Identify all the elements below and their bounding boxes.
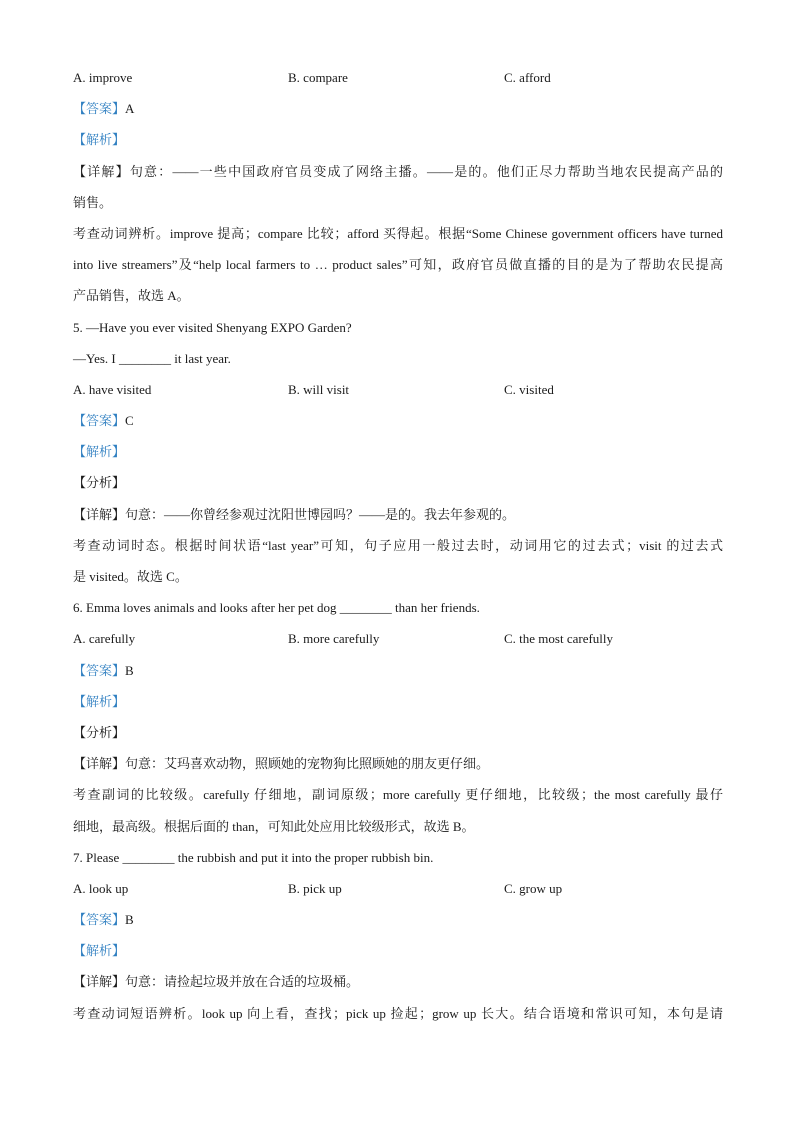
q4-detail-line2: 销售。 (73, 194, 113, 210)
q5-analysis-tag: 【解析】 (73, 444, 126, 460)
answer-tag: 【答案】 (73, 912, 126, 928)
q6-explanation-line2: 细地，最高级。根据后面的 than，可知此处应用比较级形式，故选 B。 (73, 818, 475, 834)
q4-explanation-line1: 考查动词辨析。improve 提高；compare 比较；afford 买得起。根据“Some Chinese government officers have turned (73, 225, 723, 241)
q6-question: 6. Emma loves animals and looks after her pet dog ________ than her friends. (73, 600, 480, 616)
q7-detail: 【详解】句意：请捡起垃圾并放在合适的垃圾桶。 (73, 974, 360, 990)
q7-explanation-line1: 考查动词短语辨析。look up 向上看，查找；pick up 捡起；grow up 长大。结合语境和常识可知，本句是请 (73, 1005, 723, 1021)
answer-tag: 【答案】 (73, 413, 126, 429)
answer-value: B (125, 662, 134, 678)
q4-option-c: C. afford (504, 70, 551, 85)
answer-value: A (125, 101, 135, 117)
q4-explanation-line3: 产品销售，故选 A。 (73, 288, 190, 304)
q7-option-b: B. pick up (288, 880, 342, 896)
q5-answer (73, 405, 723, 436)
q4-option-b: B. compare (288, 70, 348, 85)
q5-option-c: C. visited (504, 381, 554, 397)
q6-fenxi-tag: 【分析】 (73, 724, 126, 740)
q4-explanation-line2: into live streamers”及“help local farmers to … product sales”可知，政府官员做直播的目的是为了帮助农民提高 (73, 257, 723, 273)
answer-value: C (125, 413, 134, 429)
q5-question-line1: 5. —Have you ever visited Shenyang EXPO Garden? (73, 319, 352, 335)
answer-tag: 【答案】 (73, 662, 126, 678)
q7-options (73, 873, 723, 904)
q7-option-a: A. look up (73, 880, 129, 896)
q6-option-a: A. carefully (73, 631, 136, 647)
q6-explanation-line1: 考查副词的比较级。carefully 仔细地，副词原级；more carefully 更仔细地，比较级；the most carefully 最仔 (73, 787, 723, 803)
q5-fenxi-tag: 【分析】 (73, 475, 126, 491)
q6-option-c: C. the most carefully (504, 631, 614, 647)
q7-option-c: C. grow up (504, 880, 563, 896)
q7-analysis-tag: 【解析】 (73, 943, 126, 959)
q5-explanation-line1: 考查动词时态。根据时间状语“last year”可知，句子应用一般过去时，动词用它的过去式；visit 的过去式 (73, 537, 723, 553)
q6-analysis-tag: 【解析】 (73, 693, 126, 709)
q6-detail: 【详解】句意：艾玛喜欢动物，照顾她的宠物狗比照顾她的朋友更仔细。 (73, 756, 490, 772)
q5-option-b: B. will visit (288, 381, 350, 397)
q4-analysis-tag: 【解析】 (73, 132, 126, 148)
q7-answer (73, 904, 723, 935)
q4-answer (73, 93, 723, 124)
q5-question-line2: —Yes. I ________ it last year. (73, 350, 231, 366)
q5-options (73, 374, 723, 405)
q5-option-a: A. have visited (73, 381, 152, 397)
q4-option-a: A. improve (73, 70, 133, 85)
answer-value: B (125, 912, 134, 928)
q5-explanation-line2: 是 visited。故选 C。 (73, 569, 188, 584)
q4-options (73, 62, 723, 93)
q7-question: 7. Please ________ the rubbish and put it into the proper rubbish bin. (73, 849, 434, 865)
document-page (73, 62, 723, 1029)
answer-tag: 【答案】 (73, 101, 126, 117)
q6-option-b: B. more carefully (288, 631, 380, 647)
q5-detail: 【详解】句意：——你曾经参观过沈阳世博园吗？——是的。我去年参观的。 (73, 506, 516, 522)
q6-options (73, 623, 723, 654)
q4-detail-line1: 【详解】句意：——一些中国政府官员变成了网络主播。——是的。他们正尽力帮助当地农民提高产品的 (73, 163, 723, 179)
q6-answer (73, 655, 723, 686)
